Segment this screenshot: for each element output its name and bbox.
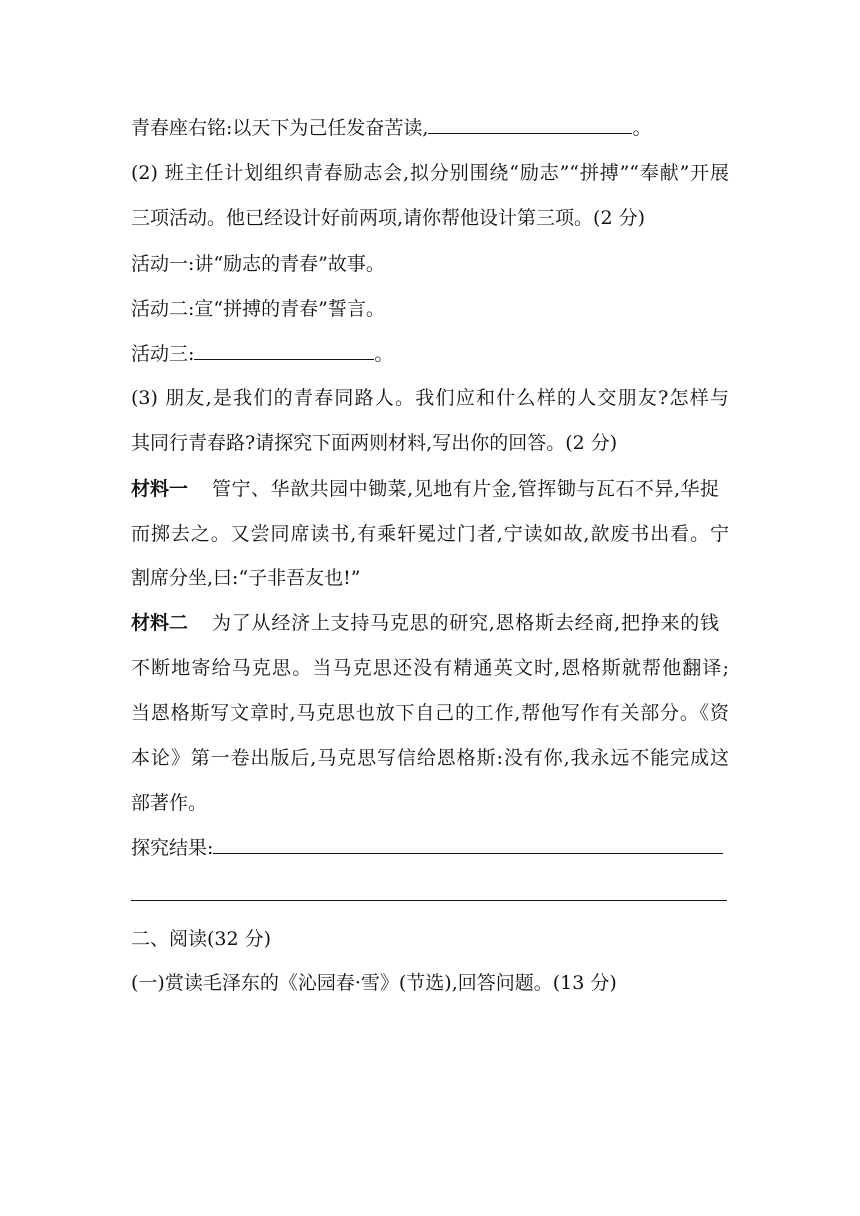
- activity-2-text: 活动二:宣“拼搏的青春”誓言。: [131, 298, 385, 320]
- question-2-text-a: (2) 班主任计划组织青春励志会,拟分别围绕“励志”“拼搏”“奉献”开展: [131, 162, 729, 184]
- material-2-line-5: [131, 791, 207, 815]
- question-2-line-2: [131, 206, 645, 230]
- question-3-line-1: [131, 386, 729, 410]
- question-2-text-b: 三项活动。他已经设计好前两项,请你帮他设计第三项。(2 分): [131, 207, 645, 229]
- material-2-text-a: 为了从经济上支持马克思的研究,恩格斯去经商,把挣来的钱: [212, 612, 720, 634]
- result-label: 探究结果:: [131, 837, 214, 859]
- material-1-text-a: 管宁、华歆共园中锄菜,见地有片金,管挥锄与瓦石不异,华捉: [212, 478, 720, 500]
- motto-text: 青春座右铭:以天下为己任发奋苦读,: [131, 117, 429, 139]
- material-1-text-c: 割席分坐,曰:“子非吾友也!”: [131, 567, 361, 589]
- section-2-1-heading: [131, 971, 617, 995]
- material-2-text-d: 本论》第一卷出版后,马克思写信给恩格斯:没有你,我永远不能完成这: [131, 747, 729, 769]
- material-1-line-3: [131, 566, 361, 590]
- material-2-line-2: [131, 656, 729, 680]
- activity-1: [131, 252, 385, 276]
- material-1-line-2: [131, 522, 729, 546]
- material-1-line-1: [131, 477, 719, 501]
- material-2-text-b: 不断地寄给马克思。当马克思还没有精通英文时,恩格斯就帮他翻译;: [131, 657, 729, 679]
- section-2-1-text: (一)赏读毛泽东的《沁园春·雪》(节选),回答问题。(13 分): [131, 972, 617, 994]
- activity-3-blank[interactable]: [194, 343, 374, 360]
- material-1-text-b: 而掷去之。又尝同席读书,有乘轩冕过门者,宁读如故,歆废书出看。宁: [131, 523, 729, 545]
- question-2-line-1: [131, 161, 729, 185]
- result-line: [131, 836, 723, 860]
- motto-line: [131, 116, 651, 140]
- activity-3-label: 活动三:: [131, 343, 195, 365]
- section-2-heading: [131, 927, 271, 951]
- activity-3: [131, 342, 393, 366]
- material-2-text-c: 当恩格斯写文章时,马克思也放下自己的工作,帮他写作有关部分。《资: [131, 702, 729, 724]
- motto-period: 。: [632, 117, 652, 139]
- material-2-label: 材料二: [131, 612, 189, 634]
- material-2-text-e: 部著作。: [131, 792, 208, 814]
- motto-blank[interactable]: [428, 117, 632, 134]
- material-1-label: 材料一: [131, 478, 189, 500]
- question-3-text-a: (3) 朋友,是我们的青春同路人。我们应和什么样的人交朋友?怎样与: [131, 387, 729, 409]
- result-blank-2[interactable]: [131, 900, 727, 901]
- activity-2: [131, 297, 385, 321]
- result-blank-1[interactable]: [213, 837, 723, 854]
- section-2-text: 二、阅读(32 分): [131, 928, 272, 950]
- material-2-line-4: [131, 746, 729, 770]
- material-2-line-3: [131, 701, 729, 725]
- activity-1-text: 活动一:讲“励志的青春”故事。: [131, 253, 385, 275]
- question-3-text-b: 其同行青春路?请探究下面两则材料,写出你的回答。(2 分): [131, 432, 618, 454]
- activity-3-period: 。: [374, 343, 394, 365]
- question-3-line-2: [131, 431, 617, 455]
- material-2-line-1: [131, 611, 719, 635]
